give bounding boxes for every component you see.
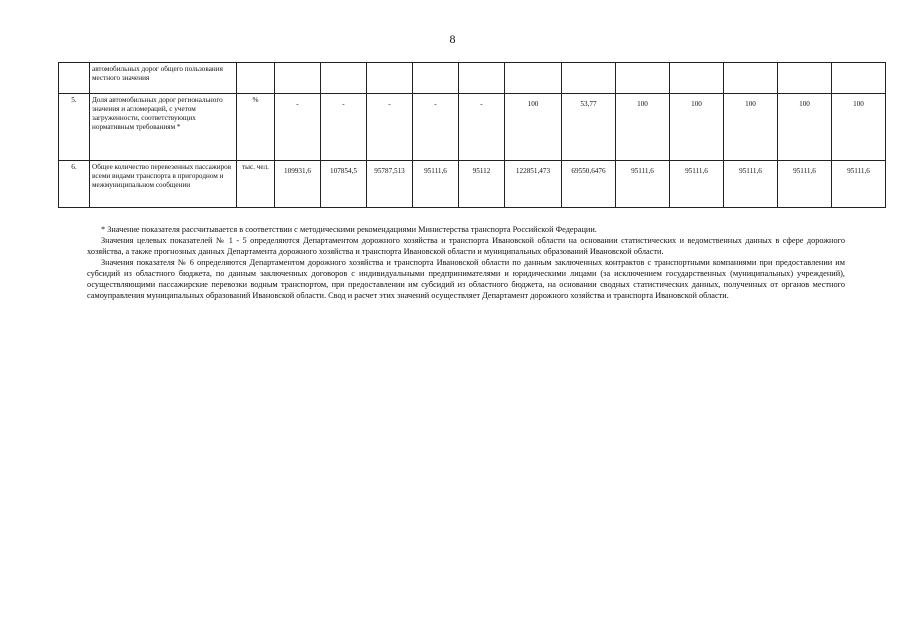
value-cell: 95111,6 [832,161,886,208]
value-cell: 95111,6 [616,161,670,208]
indicator-name: Общее количество перевезенных пассажиров всеми видами транспорта в пригородном и межмуниципальном сообщении [90,161,237,208]
value-cell: - [459,94,505,161]
value-cell: - [413,94,459,161]
value-cell: 100 [505,94,562,161]
row-index [59,63,90,94]
value-cell: 95111,6 [724,161,778,208]
value-cell: 107854,5 [321,161,367,208]
indicator-unit: тыс. чел. [237,161,275,208]
table-row [59,63,886,94]
value-cell [505,63,562,94]
value-cell: 100 [616,94,670,161]
value-cell [616,63,670,94]
table-row [59,161,886,208]
value-cell: 100 [724,94,778,161]
value-cell [413,63,459,94]
value-cell: 95111,6 [670,161,724,208]
value-cell: 95112 [459,161,505,208]
note-paragraph: Значения целевых показателей № 1 - 5 определяются Департаментом дорожного хозяйства и транспорта Ивановской области на основании статистических и ведомственных данных в сфере дорожного хозяйства, а также прогнозных данных Департамента дорожного хозяйства и транспорта Ивановской области и муниципальных образований Ивановской области. [87,236,845,257]
value-cell: - [275,94,321,161]
value-cell [459,63,505,94]
value-cell: 53,77 [562,94,616,161]
value-cell: 69550,6476 [562,161,616,208]
value-cell: - [367,94,413,161]
value-cell: 100 [670,94,724,161]
value-cell [321,63,367,94]
value-cell: 100 [778,94,832,161]
value-cell [367,63,413,94]
value-cell: 122851,473 [505,161,562,208]
value-cell [832,63,886,94]
page-number: 8 [449,32,456,46]
value-cell: 95111,6 [778,161,832,208]
value-cell [670,63,724,94]
table-row [59,94,886,161]
value-cell: 95787,513 [367,161,413,208]
note-paragraph: Значения показателя № 6 определяются Департаментом дорожного хозяйства и транспорта Ивановской области по данным заключенных контрактов с транспортными компаниями при предоставлении им субсидий из областного бюджета, по данным заключенных договоров с индивидуальными предпринимателями и юридическими лицами (за исключением государственных (муниципальных) учреждений), осуществляющими пассажирские перевозки водным транспортом, при предоставлении им субсидий из областного бюджета, на основании сводных статистических данных, полученных от органов местного самоуправления муниципальных образований Ивановской области. Свод и расчет этих значений осуществляет Департамент дорожного хозяйства и транспорта Ивановской области. [87,258,845,301]
value-cell: 95111,6 [413,161,459,208]
value-cell [778,63,832,94]
indicator-unit: % [237,94,275,161]
value-cell [275,63,321,94]
value-cell: 109931,6 [275,161,321,208]
value-cell: 100 [832,94,886,161]
indicators-table [58,62,886,208]
value-cell [724,63,778,94]
indicator-name: Доля автомобильных дорог регионального значения и агломераций, с учетом загруженности, соответствующих нормативным требованиям * [90,94,237,161]
value-cell: - [321,94,367,161]
indicator-unit [237,63,275,94]
row-index: 5. [59,94,90,161]
notes-section [87,224,845,301]
indicator-name: автомобильных дорог общего пользования местного значения [90,63,237,94]
value-cell [562,63,616,94]
footnote: * Значение показателя рассчитывается в соответствии с методическими рекомендациями Министерства транспорта Российской Федерации. [101,225,597,234]
row-index: 6. [59,161,90,208]
